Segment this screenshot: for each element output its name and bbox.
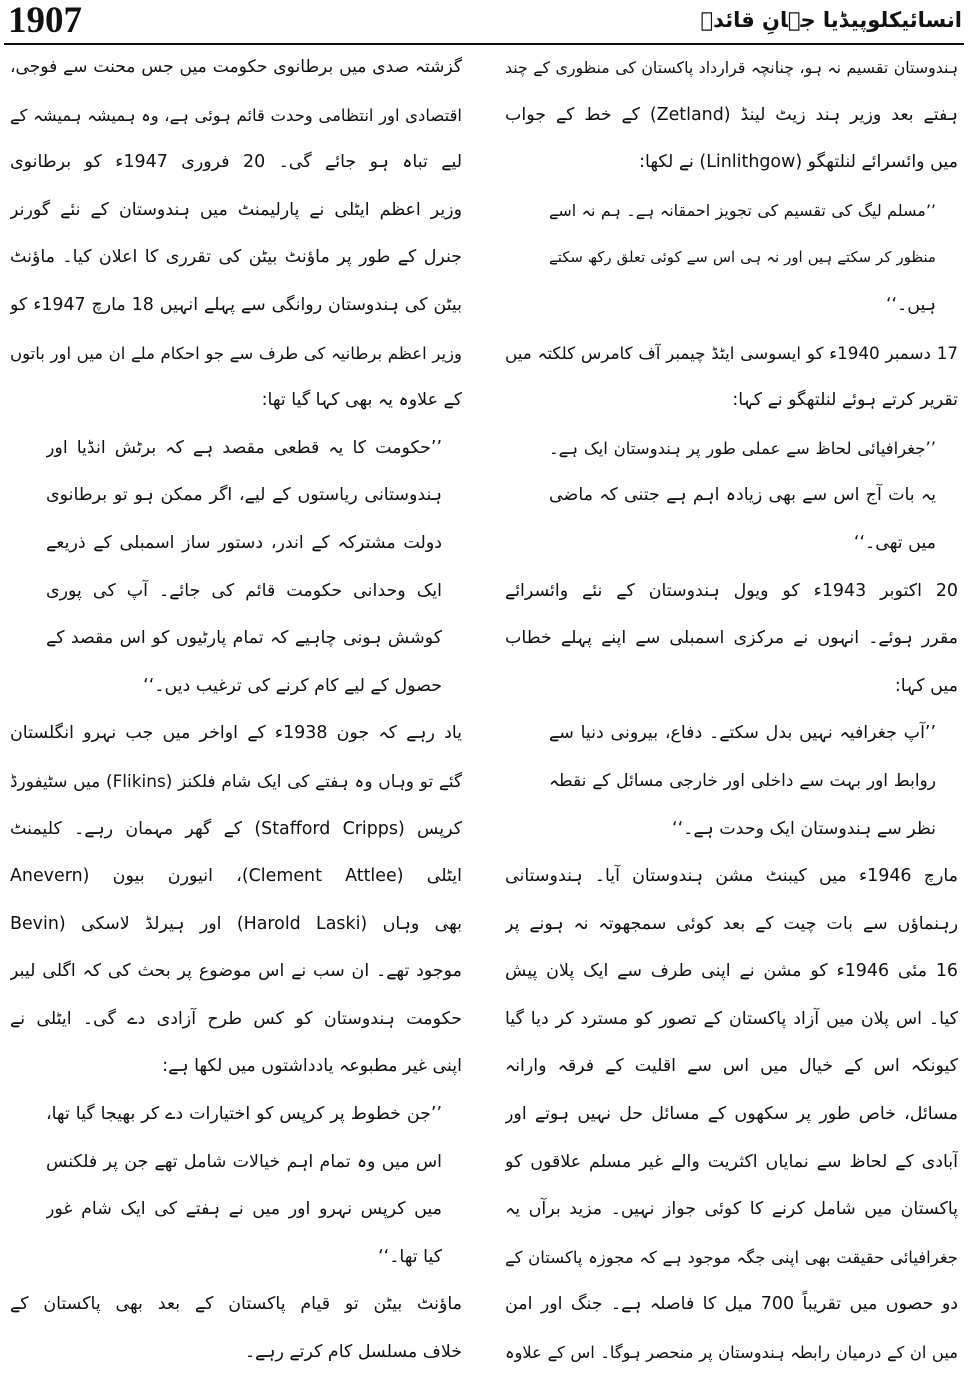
paragraph-line: جغرافیائی حقیقت بھی اپنی جگہ موجود ہے کہ مجوزہ پاکستان کے	[505, 1247, 958, 1267]
paragraph-line: لیے تباہ ہو جائے گی۔ 20 فروری 1947ء کو برطانوی	[10, 152, 462, 173]
paragraph-line: مسائل، خاص طور پر سکھوں کے مسائل حل نہیں ہوتے اور	[505, 1104, 958, 1125]
paragraph-line: گئے تو وہاں وہ ہفتے کی ایک شام فلکنز (Flikins) میں سٹیفورڈ	[10, 770, 462, 791]
quote-line: روابط اور بہت سے داخلی اور خارجی مسائل کے نقطہ	[549, 770, 936, 791]
quote-line: ’’حکومت کا یہ قطعی مقصد ہے کہ برٹش انڈیا اور	[46, 437, 442, 458]
quote-line: ہندوستانی ریاستوں کے لیے، اگر ممکن ہو تو برطانوی	[46, 485, 442, 506]
quote-line: ’’جغرافیائی لحاظ سے عملی طور پر ہندوستان ایک ہے۔	[549, 438, 936, 458]
paragraph-line: وزیر اعظم برطانیہ کی طرف سے جو احکام ملے ان میں اور باتوں	[10, 343, 462, 363]
quote-line: میں تھی۔‘‘	[853, 532, 936, 553]
paragraph-line: میں کہا:	[894, 675, 958, 696]
paragraph-line: Bevin) اور ہیرلڈ لاسکی (Harold Laski) بھی وہاں	[10, 913, 462, 934]
right-column	[505, 44, 958, 1377]
paragraph-line: کرپس (Stafford Cripps) کے گھر مہمان رہے۔ کلیمنٹ	[10, 818, 462, 839]
paragraph-line: 20 اکتوبر 1943ء کو ویول ہندوستان کے نئے وائسرائے	[505, 580, 958, 601]
paragraph-line: میں وائسرائے لنلتھگو (Linlithgow) نے لکھا:	[639, 152, 958, 173]
paragraph-line: تقریر کرتے ہوئے لنلتھگو نے کہا:	[732, 390, 958, 411]
paragraph-line: کے علاوہ یہ بھی کہا گیا تھا:	[261, 390, 462, 411]
left-column	[10, 44, 462, 1377]
paragraph-line: بیٹن کی ہندوستان روانگی سے پہلے انہیں 18 مارچ 1947ء کو	[10, 294, 462, 315]
quote-line: ’’آپ جغرافیہ نہیں بدل سکتے۔ دفاع، بیرونی دنیا سے	[549, 723, 936, 744]
quote-line: نظر سے ہندوستان ایک وحدت ہے۔‘‘	[672, 818, 936, 839]
paragraph-line: کیونکہ اس کے خیال میں اس سے اقلیت کے فرقہ وارانہ	[505, 1056, 958, 1077]
quote-line: یہ بات آج اس سے بھی زیادہ اہم ہے جتنی کہ ماضی	[549, 485, 936, 506]
quote-line: اس میں وہ تمام اہم خیالات شامل تھے جن پر فلکنس	[46, 1151, 442, 1172]
running-title: انسائیکلوپیڈیا جہانِ قائدؒ	[700, 8, 962, 32]
paragraph-line: آبادی کے لحاظ سے نمایاں اکثریت والے غیر مسلم علاقوں کو	[505, 1151, 958, 1172]
paragraph-line: مقرر ہوئے۔ انہوں نے مرکزی اسمبلی سے اپنے پہلے خطاب	[505, 628, 958, 649]
paragraph-line: رہنماؤں سے بات چیت کے بعد کوئی سمجھوتہ نہ ہونے پر	[505, 913, 958, 934]
page-number: 1907	[8, 0, 82, 41]
paragraph-line: 17 دسمبر 1940ء کو ایسوسی ایٹڈ چیمبر آف کامرس کلکتہ میں	[505, 342, 958, 363]
paragraph-line: پاکستان میں شامل کرنے کا کوئی جواز نہیں۔ مزید برآں یہ	[505, 1199, 958, 1220]
paragraph-line: ماؤنٹ بیٹن تو قیام پاکستان کے بعد بھی پاکستان کے	[10, 1294, 462, 1315]
quote-line: کوشش ہونی چاہیے کہ تمام پارٹیوں کو اس مقصد کے	[46, 628, 442, 649]
quote-line: ہیں۔‘‘	[885, 294, 936, 315]
paragraph-line: موجود تھے۔ ان سب نے اس موضوع پر بحث کی کہ اگلی لیبر	[10, 961, 462, 982]
paragraph-line: مارچ 1946ء میں کیبنٹ مشن ہندوستان آیا۔ ہندوستانی	[505, 866, 958, 887]
paragraph-line: وزیر اعظم ایٹلی نے پارلیمنٹ میں ہندوستان کے نئے گورنر	[10, 199, 462, 220]
paragraph-line: اپنی غیر مطبوعہ یادداشتوں میں لکھا ہے:	[162, 1056, 462, 1077]
paragraph-line: ایٹلی (Clement Attlee)، انیورن بیون (Anevern	[10, 866, 462, 887]
paragraph-line: جنرل کے طور پر ماؤنٹ بیٹن کی تقرری کا اعلان کیا۔ ماؤنٹ	[10, 247, 462, 268]
quote-line: ایک وحدانی حکومت قائم کی جائے۔ آپ کی پوری	[46, 580, 442, 601]
paragraph-line: خلاف مسلسل کام کرتے رہے۔	[244, 1342, 462, 1363]
paragraph-line: اقتصادی اور انتظامی وحدت قائم ہوئی ہے، وہ ہمیشہ ہمیشہ کے	[10, 105, 462, 125]
paragraph-line: یاد رہے کہ جون 1938ء کے اواخر میں جب نہرو انگلستان	[10, 723, 462, 744]
paragraph-line: دو حصوں میں تقریباً 700 میل کا فاصلہ ہے۔ جنگ اور امن	[505, 1294, 958, 1315]
quote-line: کیا تھا۔‘‘	[378, 1246, 442, 1267]
paragraph-line: گزشتہ صدی میں برطانوی حکومت میں جس محنت سے فوجی،	[10, 57, 462, 77]
paragraph-line: ہفتے بعد وزیر ہند زیٹ لینڈ (Zetland) کے خط کے جواب	[505, 104, 958, 125]
quote-line: منظور کر سکتے ہیں اور نہ ہی اس سے کوئی تعلق رکھ سکتے	[549, 248, 936, 267]
quote-line: میں کرپس نہرو اور میں نے ہفتے کی ایک شام غور	[46, 1199, 442, 1220]
paragraph-line: ہندوستان تقسیم نہ ہو، چنانچہ قرارداد پاکستان کی منظوری کے چند	[505, 58, 958, 77]
paragraph-line: میں ان کے درمیان رابطہ ہندوستان پر منحصر ہوگا۔ اس کے علاوہ	[505, 1343, 958, 1363]
quote-line: حصول کے لیے کام کرنے کی ترغیب دیں۔‘‘	[143, 675, 442, 696]
quote-line: دولت مشترکہ کے اندر، دستور ساز اسمبلی کے ذریعے	[46, 532, 442, 553]
paragraph-line: حکومت ہندوستان کو کس طرح آزادی دے گی۔ ایٹلی نے	[10, 1008, 462, 1029]
quote-line: ’’مسلم لیگ کی تقسیم کی تجویز احمقانہ ہے۔ ہم نہ اسے	[549, 200, 936, 220]
quote-line: ’’جن خطوط پر کرپس کو اختیارات دے کر بھیجا گیا تھا،	[46, 1104, 442, 1125]
paragraph-line: 16 مئی 1946ء کو مشن نے اپنی طرف سے ایک پلان پیش	[505, 961, 958, 982]
paragraph-line: کیا۔ اس پلان میں آزاد پاکستان کے تصور کو مسترد کر دیا گیا	[505, 1008, 958, 1029]
